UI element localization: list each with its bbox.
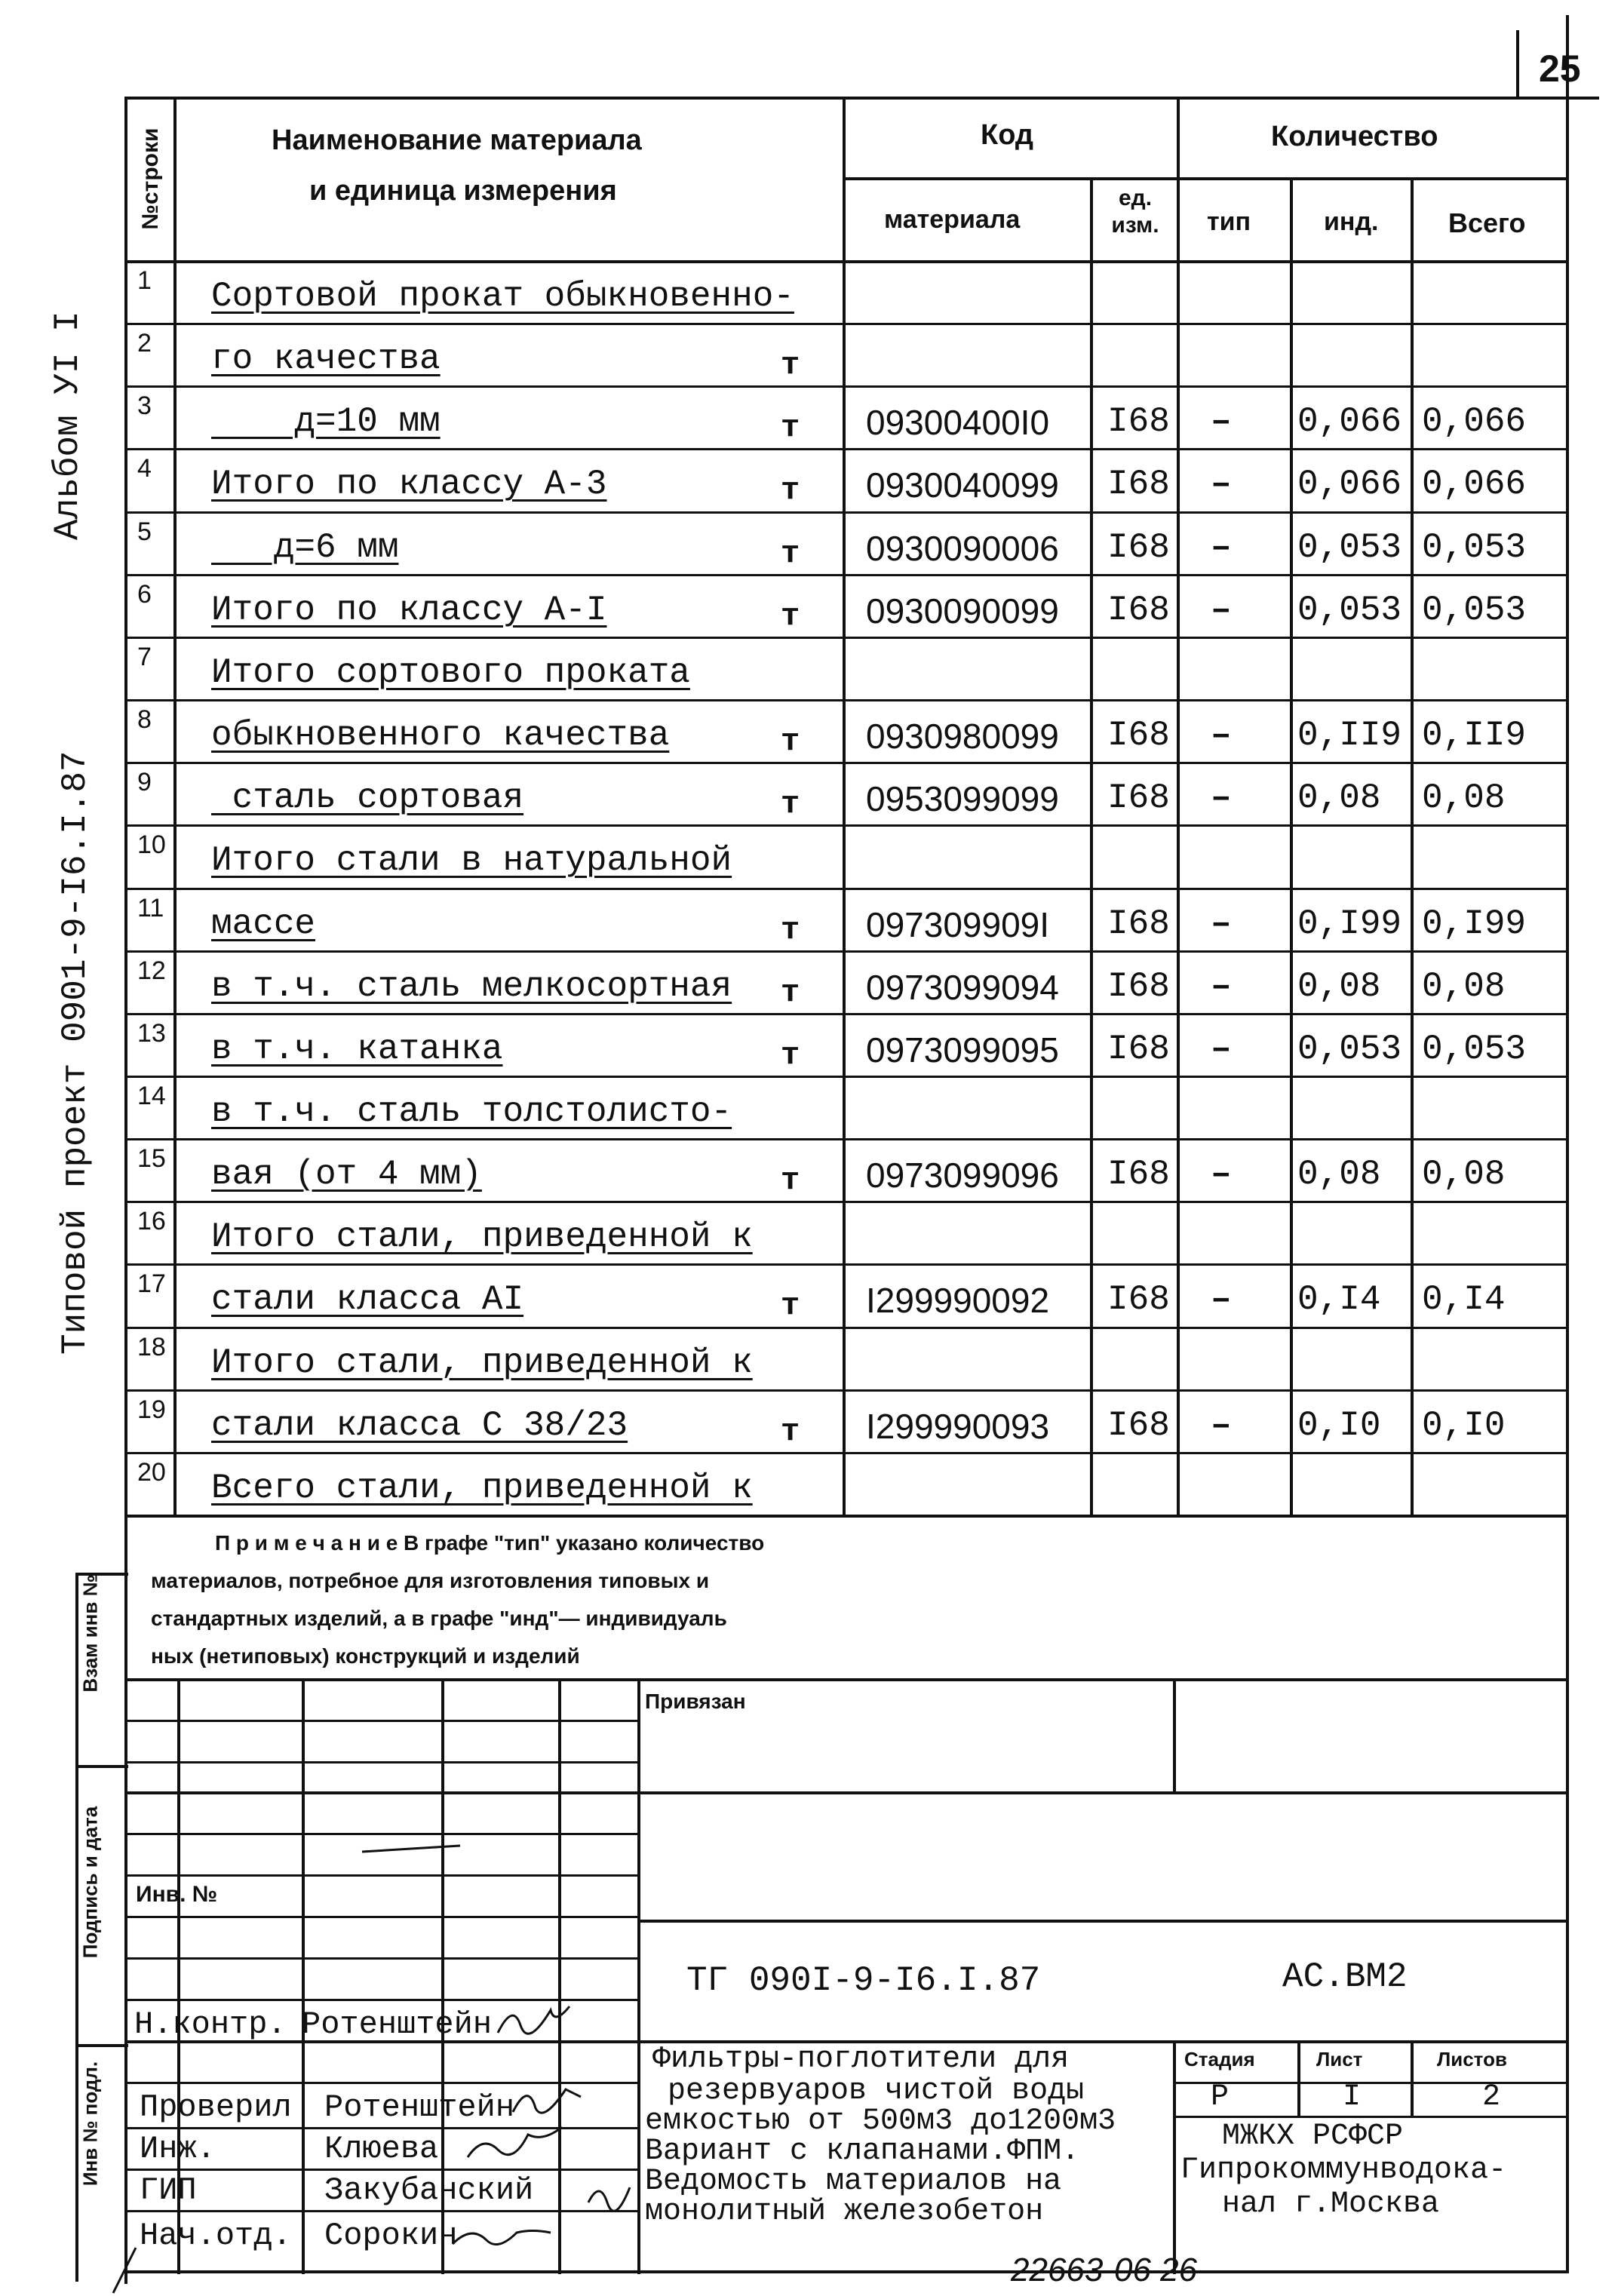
cell-unit: т bbox=[781, 1036, 800, 1073]
cell-type: – bbox=[1211, 966, 1232, 1006]
cell-n: 7 bbox=[137, 642, 152, 671]
project-label: Типовой проект 0901-9-I6.I.87 bbox=[56, 750, 95, 1355]
cell-name: Итого стали в натуральной bbox=[211, 841, 732, 881]
stage-label: Стадия bbox=[1184, 2048, 1255, 2070]
proveril-label: Проверил bbox=[140, 2089, 292, 2126]
cell-ind: 0,066 bbox=[1297, 465, 1402, 505]
cell-ucode: I68 bbox=[1107, 1155, 1170, 1195]
title-line3: емкостью от 500м3 до1200м3 bbox=[645, 2104, 1116, 2138]
cell-code: 0953099099 bbox=[866, 779, 1059, 819]
cell-total: 0,08 bbox=[1422, 966, 1506, 1006]
cell-name: в т.ч. сталь толстолисто- bbox=[211, 1091, 732, 1131]
cell-total: 0,053 bbox=[1422, 527, 1527, 567]
cell-code: 0973099094 bbox=[866, 967, 1059, 1007]
stage-value: Р bbox=[1211, 2080, 1230, 2114]
cell-n: 8 bbox=[137, 705, 152, 735]
cell-name: Итого стали, приведенной к bbox=[211, 1217, 753, 1257]
cell-name: д=10 мм bbox=[211, 402, 441, 442]
header-ind: инд. bbox=[1324, 207, 1379, 236]
cell-unit: т bbox=[781, 1288, 800, 1324]
cell-total: 0,053 bbox=[1422, 1029, 1527, 1069]
cell-code: I299990093 bbox=[866, 1406, 1050, 1446]
cell-unit: т bbox=[781, 911, 800, 948]
cell-unit: т bbox=[781, 410, 800, 447]
cell-total: 0,I4 bbox=[1422, 1280, 1506, 1320]
cell-name: Итого по классу А-3 bbox=[211, 465, 607, 505]
signature-date-label: Подпись и дата bbox=[78, 1806, 102, 1959]
sheets-value: 2 bbox=[1482, 2080, 1501, 2114]
header-type: тип bbox=[1207, 207, 1251, 236]
nach-label: Нач.отд. bbox=[140, 2218, 292, 2254]
cell-unit: т bbox=[781, 1413, 800, 1450]
cell-name: обыкновенного качества bbox=[211, 716, 670, 756]
cell-n: 20 bbox=[137, 1457, 166, 1487]
note-line3: стандартных изделий, а в графе "инд"— индивидуаль bbox=[151, 1607, 727, 1630]
cell-ind: 0,I0 bbox=[1297, 1405, 1381, 1445]
inzh-label: Инж. bbox=[140, 2131, 216, 2167]
org-line3: нал г.Москва bbox=[1222, 2187, 1440, 2221]
cell-name: Итого стали, приведенной к bbox=[211, 1343, 753, 1383]
cell-type: – bbox=[1211, 778, 1232, 818]
cell-type: – bbox=[1211, 716, 1232, 756]
org-line1: МЖКХ РСФСР bbox=[1222, 2120, 1404, 2153]
cell-total: 0,08 bbox=[1422, 778, 1506, 818]
cell-ind: 0,08 bbox=[1297, 778, 1381, 818]
cell-n: 16 bbox=[137, 1207, 166, 1236]
title-line1: Фильтры-поглотители для bbox=[652, 2043, 1070, 2077]
cell-name: го качества bbox=[211, 339, 441, 379]
cell-ind: 0,I99 bbox=[1297, 904, 1402, 944]
cell-n: 11 bbox=[137, 893, 164, 922]
nach-name: Сорокин bbox=[324, 2218, 458, 2254]
cell-n: 14 bbox=[137, 1081, 166, 1110]
cell-type: – bbox=[1211, 1280, 1232, 1320]
cell-unit: т bbox=[781, 472, 800, 509]
cell-type: – bbox=[1211, 1405, 1232, 1445]
cell-ucode: I68 bbox=[1107, 527, 1170, 567]
cell-name: в т.ч. катанка bbox=[211, 1029, 503, 1069]
cell-ind: 0,053 bbox=[1297, 590, 1402, 630]
title-line6: монолитный железобетон bbox=[645, 2195, 1044, 2229]
cell-ind: 0,I4 bbox=[1297, 1280, 1381, 1320]
cell-total: 0,066 bbox=[1422, 465, 1527, 505]
cell-code: 0930040099 bbox=[866, 465, 1059, 505]
cell-name: сталь сортовая bbox=[211, 778, 524, 818]
cell-unit: т bbox=[781, 974, 800, 1011]
sheet-value: I bbox=[1343, 2080, 1362, 2114]
cell-n: 5 bbox=[137, 517, 152, 546]
cell-code: 0930980099 bbox=[866, 717, 1059, 757]
cell-ind: 0,08 bbox=[1297, 966, 1381, 1006]
cell-unit: т bbox=[781, 597, 800, 634]
cell-name: вая (от 4 мм) bbox=[211, 1155, 482, 1195]
cell-total: 0,066 bbox=[1422, 402, 1527, 442]
note-line1: П р и м е ч а н и е В графе "тип" указано количество bbox=[215, 1531, 765, 1555]
inv-no-field: Инв. № bbox=[136, 1882, 218, 1907]
inzh-name: Клюева bbox=[324, 2131, 439, 2167]
header-quantity: Количество bbox=[1271, 121, 1438, 152]
title-line5: Ведомость материалов на bbox=[645, 2165, 1062, 2199]
cell-type: – bbox=[1211, 1029, 1232, 1069]
header-unit: ед. изм. bbox=[1111, 186, 1159, 238]
proveril-name: Ротенштейн bbox=[324, 2089, 515, 2126]
cell-total: 0,08 bbox=[1422, 1155, 1506, 1195]
cell-type: – bbox=[1211, 904, 1232, 944]
document-mark: АС.ВМ2 bbox=[1282, 1957, 1408, 1997]
cell-n: 12 bbox=[137, 956, 166, 985]
cell-ind: 0,066 bbox=[1297, 402, 1402, 442]
title-line4: Вариант с клапанами.ФПМ. bbox=[645, 2135, 1080, 2169]
cell-total: 0,I99 bbox=[1422, 904, 1527, 944]
cell-type: – bbox=[1211, 465, 1232, 505]
privyazan-label: Привязан bbox=[645, 1690, 746, 1713]
note-line4: ных (нетиповых) конструкций и изделий bbox=[151, 1644, 580, 1668]
cell-ucode: I68 bbox=[1107, 1029, 1170, 1069]
cell-n: 6 bbox=[137, 579, 152, 609]
sheets-label: Листов bbox=[1437, 2048, 1507, 2070]
document-code: ТГ 090I-9-I6.I.87 bbox=[686, 1961, 1041, 2000]
cell-code: 097309909I bbox=[866, 904, 1050, 944]
title-line2: резервуаров чистой воды bbox=[668, 2074, 1085, 2108]
cell-n: 10 bbox=[137, 830, 166, 860]
cell-ucode: I68 bbox=[1107, 1280, 1170, 1320]
cell-name: стали класса С 38/23 bbox=[211, 1405, 628, 1445]
cell-ind: 0,053 bbox=[1297, 1029, 1402, 1069]
cell-n: 3 bbox=[137, 391, 152, 421]
footer-number: 22663-06 26 bbox=[1011, 2251, 1198, 2288]
cell-total: 0,I0 bbox=[1422, 1405, 1506, 1445]
cell-unit: т bbox=[781, 786, 800, 823]
cell-code: 0973099096 bbox=[866, 1156, 1059, 1196]
n-kontr-label: Н.контр. bbox=[134, 2006, 287, 2043]
cell-name: Всего стали, приведенной к bbox=[211, 1468, 753, 1508]
cell-name: Сортовой прокат обыкновенно- bbox=[211, 277, 794, 316]
cell-ucode: I68 bbox=[1107, 1405, 1170, 1445]
cell-ucode: I68 bbox=[1107, 778, 1170, 818]
cell-name: д=6 мм bbox=[211, 527, 399, 567]
cell-code: 0930090099 bbox=[866, 591, 1059, 631]
cell-total: 0,053 bbox=[1422, 590, 1527, 630]
cell-unit: т bbox=[781, 535, 800, 572]
cell-name: стали класса АI bbox=[211, 1280, 524, 1320]
cell-code: 0930090006 bbox=[866, 528, 1059, 568]
cell-n: 9 bbox=[137, 768, 152, 797]
gip-label: ГИП bbox=[140, 2172, 197, 2209]
cell-unit: т bbox=[781, 347, 800, 384]
header-name-line2: и единица измерения bbox=[309, 175, 617, 207]
cell-type: – bbox=[1211, 402, 1232, 442]
cell-n: 18 bbox=[137, 1332, 166, 1361]
n-kontr-name: Ротенштейн bbox=[302, 2006, 493, 2043]
note-line2: материалов, потребное для изготовления типовых и bbox=[151, 1569, 710, 1592]
inv-podl-label: Инв № подл. bbox=[78, 2061, 102, 2187]
cell-name: в т.ч. сталь мелкосортная bbox=[211, 966, 732, 1006]
header-total: Всего bbox=[1448, 207, 1526, 238]
cell-ucode: I68 bbox=[1107, 465, 1170, 505]
cell-type: – bbox=[1211, 1155, 1232, 1195]
page-number: 25 bbox=[1539, 48, 1581, 90]
cell-total: 0,II9 bbox=[1422, 716, 1527, 756]
org-line2: Гипрокоммунводока- bbox=[1180, 2153, 1507, 2187]
gip-name: Закубанский bbox=[324, 2172, 534, 2209]
cell-code: 09300400I0 bbox=[866, 403, 1050, 443]
cell-name: Итого по классу А-I bbox=[211, 590, 607, 630]
cell-code: 0973099095 bbox=[866, 1030, 1059, 1070]
sheet-label: Лист bbox=[1316, 2048, 1363, 2070]
cell-ind: 0,053 bbox=[1297, 527, 1402, 567]
cell-n: 1 bbox=[137, 266, 152, 295]
header-code: Код bbox=[981, 119, 1034, 151]
cell-n: 19 bbox=[137, 1395, 166, 1424]
cell-ucode: I68 bbox=[1107, 402, 1170, 442]
header-material: материала bbox=[884, 205, 1021, 234]
cell-ucode: I68 bbox=[1107, 590, 1170, 630]
cell-type: – bbox=[1211, 527, 1232, 567]
cell-ucode: I68 bbox=[1107, 716, 1170, 756]
cell-n: 2 bbox=[137, 329, 152, 358]
cell-ucode: I68 bbox=[1107, 904, 1170, 944]
cell-n: 13 bbox=[137, 1018, 166, 1048]
cell-n: 17 bbox=[137, 1269, 166, 1299]
inv-no-label: Взам инв № bbox=[78, 1574, 102, 1693]
album-label: Альбом УI I bbox=[48, 311, 87, 540]
cell-n: 15 bbox=[137, 1144, 166, 1174]
cell-ind: 0,08 bbox=[1297, 1155, 1381, 1195]
cell-code: I299990092 bbox=[866, 1281, 1050, 1321]
cell-name: Итого сортового проката bbox=[211, 652, 690, 692]
header-name-line1: Наименование материала bbox=[272, 124, 642, 156]
cell-ucode: I68 bbox=[1107, 966, 1170, 1006]
cell-name: массе bbox=[211, 904, 316, 944]
header-row-no: №строки bbox=[138, 127, 163, 230]
cell-type: – bbox=[1211, 590, 1232, 630]
cell-n: 4 bbox=[137, 454, 152, 483]
cell-unit: т bbox=[781, 723, 800, 760]
cell-ind: 0,II9 bbox=[1297, 716, 1402, 756]
cell-unit: т bbox=[781, 1162, 800, 1199]
